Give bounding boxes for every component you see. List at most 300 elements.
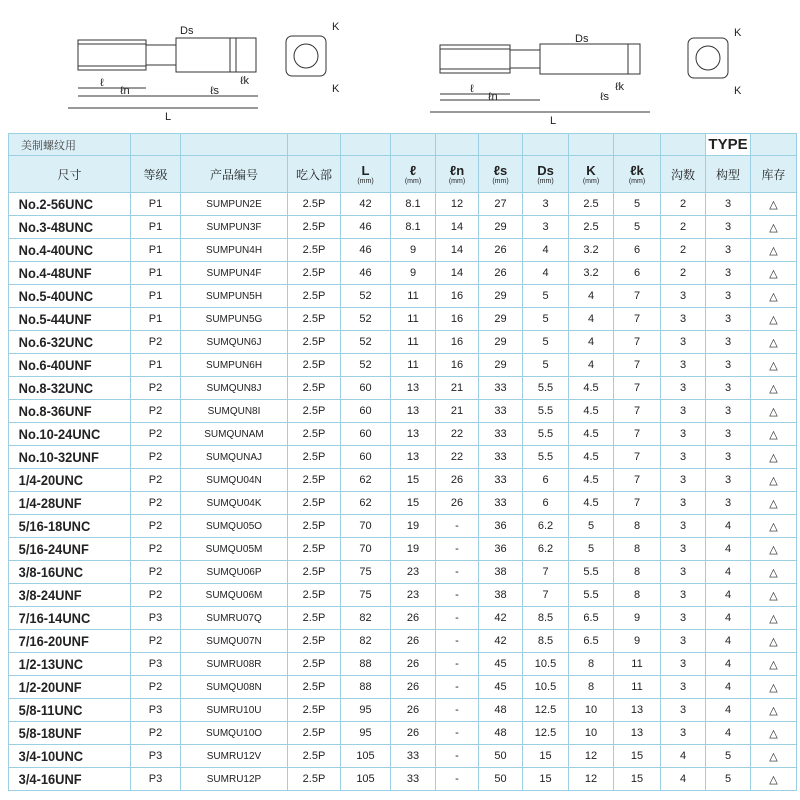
header-spacer <box>569 134 614 156</box>
table-cell: 7 <box>614 469 661 492</box>
table-cell: 21 <box>436 377 479 400</box>
table-cell: 2.5P <box>288 262 341 285</box>
column-header <box>436 156 479 193</box>
table-cell: 3 <box>661 676 706 699</box>
table-cell: No.4-40UNC <box>9 239 121 262</box>
header-spacer <box>614 134 661 156</box>
table-cell: 6.5 <box>569 607 614 630</box>
table-cell: 3 <box>661 469 706 492</box>
stock-status-cell: △ <box>751 699 797 722</box>
table-cell: 7 <box>614 331 661 354</box>
table-cell: 7/16-14UNC <box>9 607 121 630</box>
table-cell: P1 <box>131 308 181 331</box>
table-cell: 60 <box>341 423 391 446</box>
table-cell: 105 <box>341 745 391 768</box>
table-cell: 22 <box>436 446 479 469</box>
table-cell: 38 <box>479 584 523 607</box>
table-cell: 4.5 <box>569 469 614 492</box>
table-cell: 21 <box>436 400 479 423</box>
table-row <box>9 400 797 423</box>
table-cell: 3 <box>706 239 751 262</box>
table-row <box>9 768 797 791</box>
table-cell: 13 <box>614 699 661 722</box>
table-cell: 7/16-20UNF <box>9 630 121 653</box>
label-ds: Ds <box>180 25 194 37</box>
type-label: TYPE <box>706 134 751 156</box>
table-cell: 2 <box>661 239 706 262</box>
table-cell: 11 <box>391 308 436 331</box>
table-cell: 5 <box>706 768 751 791</box>
table-row <box>9 423 797 446</box>
table-cell: 4 <box>706 515 751 538</box>
stock-status-cell: △ <box>751 768 797 791</box>
table-cell: 6.2 <box>523 538 569 561</box>
table-cell: 15 <box>523 768 569 791</box>
column-header-label: K <box>586 163 596 178</box>
table-cell: 9 <box>614 607 661 630</box>
table-cell: 42 <box>479 630 523 653</box>
column-header-label: 产品编号 <box>209 167 258 182</box>
table-cell: 26 <box>391 630 436 653</box>
table-cell: SUMQU07N <box>181 630 288 653</box>
table-cell: SUMQU06P <box>181 561 288 584</box>
table-cell: 82 <box>341 630 391 653</box>
table-cell: 5 <box>614 193 661 216</box>
table-cell: 62 <box>341 492 391 515</box>
table-cell: 8 <box>614 584 661 607</box>
table-row <box>9 193 797 216</box>
table-cell: P2 <box>131 469 181 492</box>
table-cell: 46 <box>341 216 391 239</box>
table-cell: - <box>436 584 479 607</box>
table-cell: P2 <box>131 676 181 699</box>
header-spacer <box>661 134 706 156</box>
table-cell: No.10-24UNC <box>9 423 121 446</box>
table-row <box>9 676 797 699</box>
table-cell: 4 <box>706 584 751 607</box>
table-cell: No.2-56UNC <box>9 193 121 216</box>
table-row <box>9 584 797 607</box>
table-cell: No.5-40UNC <box>9 285 121 308</box>
table-cell: 6 <box>523 469 569 492</box>
table-cell: 4 <box>661 745 706 768</box>
label-ds-r: Ds <box>575 33 589 45</box>
table-cell: 1/2-13UNC <box>9 653 121 676</box>
table-cell: 5 <box>569 538 614 561</box>
table-cell: 3.2 <box>569 239 614 262</box>
table-cell: 2.5P <box>288 354 341 377</box>
table-cell: 3 <box>706 354 751 377</box>
table-cell: P2 <box>131 722 181 745</box>
table-cell: 4 <box>661 768 706 791</box>
table-cell: 45 <box>479 676 523 699</box>
table-cell: 7 <box>614 285 661 308</box>
table-cell: SUMRU10U <box>181 699 288 722</box>
table-cell: 3 <box>661 400 706 423</box>
table-cell: 8.1 <box>391 193 436 216</box>
table-cell: SUMQU05M <box>181 538 288 561</box>
header-spacer <box>288 134 341 156</box>
table-cell: 5 <box>523 331 569 354</box>
table-cell: 2.5P <box>288 377 341 400</box>
table-cell: SUMPUN5H <box>181 285 288 308</box>
stock-status-cell: △ <box>751 492 797 515</box>
table-cell: 8 <box>614 538 661 561</box>
stock-status-cell: △ <box>751 216 797 239</box>
table-cell: 5/16-24UNF <box>9 538 121 561</box>
table-cell: 45 <box>479 653 523 676</box>
column-header-label: ℓk <box>630 163 644 178</box>
table-cell: 2.5P <box>288 630 341 653</box>
table-cell: 12.5 <box>523 722 569 745</box>
table-cell: 2.5P <box>288 423 341 446</box>
stock-status-cell: △ <box>751 262 797 285</box>
table-cell: P1 <box>131 216 181 239</box>
column-header-unit: (mm) <box>537 178 554 185</box>
table-row <box>9 331 797 354</box>
table-cell: 2.5P <box>288 400 341 423</box>
table-cell: 16 <box>436 354 479 377</box>
table-cell: 2.5P <box>288 285 341 308</box>
label-ln-r: ℓn <box>488 91 498 103</box>
table-cell: 8.5 <box>523 607 569 630</box>
stock-status-cell: △ <box>751 239 797 262</box>
table-cell: P2 <box>131 584 181 607</box>
table-cell: 4 <box>706 722 751 745</box>
table-cell: 1/4-28UNF <box>9 492 121 515</box>
table-cell: 60 <box>341 377 391 400</box>
table-cell: 2 <box>661 216 706 239</box>
table-cell: 11 <box>391 285 436 308</box>
table-cell: 62 <box>341 469 391 492</box>
tap-diagram-right <box>400 0 800 130</box>
column-header-label: 尺寸 <box>57 167 82 182</box>
table-cell: 2.5P <box>288 676 341 699</box>
table-cell: P1 <box>131 193 181 216</box>
table-cell: 2.5P <box>288 538 341 561</box>
table-cell: 26 <box>391 722 436 745</box>
table-cell: - <box>436 722 479 745</box>
table-cell: 26 <box>391 653 436 676</box>
stock-status-cell: △ <box>751 630 797 653</box>
table-cell: 3/8-16UNC <box>9 561 121 584</box>
table-cell: 60 <box>341 400 391 423</box>
table-cell: 3 <box>706 423 751 446</box>
table-cell: 15 <box>391 492 436 515</box>
table-cell: 3 <box>661 630 706 653</box>
stock-status-cell: △ <box>751 377 797 400</box>
table-cell: 4 <box>706 630 751 653</box>
column-header-label: 等级 <box>143 167 168 182</box>
table-row <box>9 630 797 653</box>
table-row <box>9 699 797 722</box>
stock-status-cell: △ <box>751 607 797 630</box>
table-cell: 26 <box>436 469 479 492</box>
table-row <box>9 722 797 745</box>
label-lk-r: ℓk <box>615 81 625 93</box>
table-cell: 19 <box>391 538 436 561</box>
column-header-label: 构型 <box>715 167 740 182</box>
table-cell: 23 <box>391 561 436 584</box>
label-k2: K <box>332 83 340 95</box>
table-cell: 36 <box>479 515 523 538</box>
table-row <box>9 285 797 308</box>
table-cell: 13 <box>614 722 661 745</box>
column-header-label: Ds <box>537 163 554 178</box>
table-cell: SUMPUN4F <box>181 262 288 285</box>
table-cell: 3 <box>661 699 706 722</box>
table-cell: No.6-32UNC <box>9 331 121 354</box>
table-cell: 2 <box>661 193 706 216</box>
table-cell: 3 <box>706 377 751 400</box>
header-spacer <box>523 134 569 156</box>
table-cell: P3 <box>131 653 181 676</box>
column-header-label: L <box>361 163 370 178</box>
table-cell: SUMQUN8J <box>181 377 288 400</box>
column-header-unit: (mm) <box>404 178 422 185</box>
header-spacer <box>181 134 288 156</box>
table-cell: 3 <box>523 193 569 216</box>
table-cell: SUMQU04N <box>181 469 288 492</box>
table-cell: 95 <box>341 722 391 745</box>
column-header-unit: (mm) <box>582 178 600 185</box>
table-cell: - <box>436 630 479 653</box>
table-cell: SUMQU08N <box>181 676 288 699</box>
label-k: K <box>332 21 340 33</box>
header-spacer <box>341 134 391 156</box>
table-cell: 11 <box>391 354 436 377</box>
table-cell: 13 <box>391 400 436 423</box>
table-cell: 3 <box>661 584 706 607</box>
tap-diagram-left <box>0 0 400 130</box>
column-header <box>661 156 706 193</box>
table-cell: P2 <box>131 377 181 400</box>
table-cell: 29 <box>479 285 523 308</box>
table-cell: 14 <box>436 216 479 239</box>
table-cell: 88 <box>341 653 391 676</box>
column-header <box>479 156 523 193</box>
table-cell: 4.5 <box>569 423 614 446</box>
table-cell: 4 <box>706 538 751 561</box>
table-cell: 2.5P <box>288 584 341 607</box>
table-cell: 15 <box>614 745 661 768</box>
table-cell: 3 <box>706 216 751 239</box>
table-cell: 7 <box>614 446 661 469</box>
table-cell: 8 <box>569 653 614 676</box>
table-cell: 26 <box>391 676 436 699</box>
table-cell: 70 <box>341 515 391 538</box>
table-cell: 3 <box>661 446 706 469</box>
stock-status-cell: △ <box>751 538 797 561</box>
table-row <box>9 354 797 377</box>
table-cell: 5 <box>523 354 569 377</box>
table-cell: 3 <box>661 653 706 676</box>
table-cell: 12 <box>569 768 614 791</box>
table-cell: 5/8-11UNC <box>9 699 121 722</box>
table-cell: 52 <box>341 354 391 377</box>
table-cell: 3/4-10UNC <box>9 745 121 768</box>
table-cell: 2.5P <box>288 515 341 538</box>
table-cell: 3 <box>661 331 706 354</box>
stock-status-cell: △ <box>751 676 797 699</box>
table-cell: P2 <box>131 331 181 354</box>
table-cell: 38 <box>479 561 523 584</box>
category-label: 美制螺纹用 <box>9 134 131 156</box>
table-row <box>9 469 797 492</box>
table-cell: 2.5P <box>288 745 341 768</box>
table-cell: 4 <box>569 285 614 308</box>
table-cell: 2.5P <box>288 607 341 630</box>
table-cell: P2 <box>131 400 181 423</box>
column-header-unit: (mm) <box>357 178 374 185</box>
table-cell: - <box>436 561 479 584</box>
header-spacer <box>436 134 479 156</box>
table-cell: 5.5 <box>523 446 569 469</box>
table-row <box>9 561 797 584</box>
stock-status-cell: △ <box>751 722 797 745</box>
table-cell: SUMQUN8I <box>181 400 288 423</box>
table-cell: P2 <box>131 630 181 653</box>
table-cell: SUMPUN6H <box>181 354 288 377</box>
table-cell: 6.2 <box>523 515 569 538</box>
table-row <box>9 607 797 630</box>
table-cell: SUMQU05O <box>181 515 288 538</box>
table-cell: 3 <box>661 561 706 584</box>
table-cell: 4 <box>569 331 614 354</box>
table-cell: P1 <box>131 285 181 308</box>
table-cell: 3/4-16UNF <box>9 768 121 791</box>
table-row <box>9 262 797 285</box>
table-cell: 9 <box>391 239 436 262</box>
column-header <box>9 156 131 193</box>
table-cell: 16 <box>436 285 479 308</box>
table-cell: SUMQUNAJ <box>181 446 288 469</box>
table-cell: 29 <box>479 216 523 239</box>
table-cell: 7 <box>614 377 661 400</box>
column-header-unit: (mm) <box>448 178 466 185</box>
table-cell: 8 <box>614 515 661 538</box>
table-cell: 26 <box>479 239 523 262</box>
table-cell: 3 <box>661 423 706 446</box>
table-cell: 4 <box>706 607 751 630</box>
table-cell: 29 <box>479 331 523 354</box>
table-cell: 12 <box>569 745 614 768</box>
table-cell: 15 <box>614 768 661 791</box>
table-cell: 26 <box>479 262 523 285</box>
table-cell: No.8-36UNF <box>9 400 121 423</box>
table-cell: 19 <box>391 515 436 538</box>
table-cell: 5 <box>569 515 614 538</box>
table-cell: SUMQU06M <box>181 584 288 607</box>
table-cell: 3/8-24UNF <box>9 584 121 607</box>
stock-status-cell: △ <box>751 354 797 377</box>
table-cell: 88 <box>341 676 391 699</box>
table-cell: 10 <box>569 722 614 745</box>
table-cell: 29 <box>479 354 523 377</box>
label-k2-r: K <box>734 85 742 97</box>
table-cell: - <box>436 653 479 676</box>
table-cell: 50 <box>479 768 523 791</box>
table-cell: SUMQU04K <box>181 492 288 515</box>
table-cell: - <box>436 515 479 538</box>
table-cell: 7 <box>614 423 661 446</box>
table-cell: 29 <box>479 308 523 331</box>
table-cell: 5.5 <box>523 400 569 423</box>
table-cell: 2.5P <box>288 492 341 515</box>
table-cell: 33 <box>391 768 436 791</box>
table-cell: 15 <box>391 469 436 492</box>
table-cell: 3 <box>706 193 751 216</box>
table-cell: SUMRU07Q <box>181 607 288 630</box>
table-cell: 27 <box>479 193 523 216</box>
table-cell: - <box>436 768 479 791</box>
label-L-r: L <box>550 115 557 127</box>
label-ls-r: ℓs <box>600 91 610 103</box>
table-cell: 13 <box>391 423 436 446</box>
table-cell: 52 <box>341 285 391 308</box>
table-cell: 2.5P <box>288 561 341 584</box>
table-cell: SUMQU10O <box>181 722 288 745</box>
table-cell: 42 <box>341 193 391 216</box>
table-cell: 60 <box>341 446 391 469</box>
column-header <box>706 156 751 193</box>
table-cell: 3 <box>661 492 706 515</box>
label-ls: ℓs <box>210 85 220 97</box>
table-cell: 13 <box>391 377 436 400</box>
table-cell: 3 <box>661 538 706 561</box>
stock-status-cell: △ <box>751 285 797 308</box>
table-cell: 3 <box>706 331 751 354</box>
table-cell: 3 <box>661 354 706 377</box>
table-cell: 3 <box>706 446 751 469</box>
label-lk: ℓk <box>240 75 250 87</box>
header-spacer <box>479 134 523 156</box>
table-cell: 33 <box>479 377 523 400</box>
table-cell: 2.5P <box>288 446 341 469</box>
table-cell: P1 <box>131 262 181 285</box>
table-cell: 10.5 <box>523 653 569 676</box>
table-cell: 4.5 <box>569 446 614 469</box>
table-cell: 2.5 <box>569 193 614 216</box>
table-cell: 33 <box>479 400 523 423</box>
column-header-label: ℓn <box>449 163 465 178</box>
table-cell: 6 <box>523 492 569 515</box>
table-cell: 3 <box>706 492 751 515</box>
table-cell: 5 <box>523 308 569 331</box>
table-cell: 3.2 <box>569 262 614 285</box>
table-cell: 14 <box>436 262 479 285</box>
column-header-label: ℓs <box>493 163 508 178</box>
spec-table <box>8 133 797 791</box>
table-cell: 5 <box>706 745 751 768</box>
table-row <box>9 745 797 768</box>
table-cell: 12 <box>436 193 479 216</box>
column-header-label: 库存 <box>761 167 786 182</box>
table-cell: - <box>436 538 479 561</box>
table-cell: 4 <box>706 699 751 722</box>
table-cell: 8 <box>614 561 661 584</box>
table-cell: 7 <box>523 561 569 584</box>
table-cell: 8.5 <box>523 630 569 653</box>
table-cell: 3 <box>706 262 751 285</box>
table-cell: SUMPUN5G <box>181 308 288 331</box>
table-cell: 9 <box>391 262 436 285</box>
table-cell: 26 <box>391 607 436 630</box>
table-cell: 4 <box>706 676 751 699</box>
table-cell: 5.5 <box>569 584 614 607</box>
table-row <box>9 538 797 561</box>
table-cell: 2 <box>661 262 706 285</box>
